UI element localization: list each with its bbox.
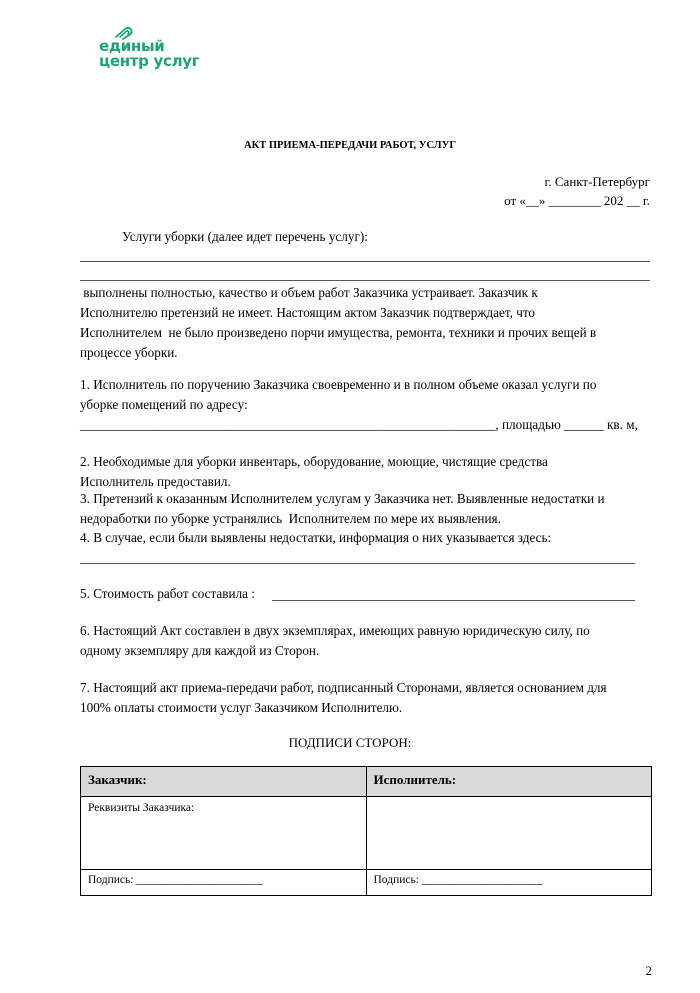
text-line: 3. Претензий к оказанным Исполнителем услугам у Заказчика нет. Выявленные недостатки и <box>80 491 605 506</box>
item-1 <box>80 375 596 415</box>
text-line: 6. Настоящий Акт составлен в двух экземплярах, имеющих равную юридическую силу, по <box>80 623 590 638</box>
text-line: процессе уборки. <box>80 345 178 360</box>
text-line: 1. Исполнитель по поручению Заказчика своевременно и в полном объеме оказал услуги по <box>80 377 597 392</box>
signatures-heading: ПОДПИСИ СТОРОН: <box>288 735 412 750</box>
contractor-header: Исполнитель: <box>366 767 652 797</box>
defects-line <box>80 563 635 564</box>
text-line: выполнены полностью, качество и объем работ Заказчика устраивает. Заказчик к <box>80 285 538 300</box>
text-line: одному экземпляру для каждой из Сторон. <box>80 643 320 658</box>
services-line-1 <box>80 261 650 262</box>
table-row <box>81 767 652 797</box>
contractor-details <box>366 797 652 870</box>
table-row <box>81 870 652 896</box>
text-line: уборке помещений по адресу: <box>80 397 248 412</box>
item-4: 4. В случае, если были выявлены недостатки, информация о них указывается здесь: <box>80 530 552 545</box>
text-line: Исполнитель предоставил. <box>80 474 231 489</box>
logo-line-2: центр услуг <box>99 52 200 70</box>
document-title: АКТ ПРИЕМА-ПЕРЕДАЧИ РАБОТ, УСЛУГ <box>244 140 456 151</box>
item-2 <box>80 452 548 492</box>
contractor-signature: Подпись: _____________________ <box>366 870 652 896</box>
text-line: 7. Настоящий акт приема-передачи работ, подписанный Сторонами, является основанием для <box>80 680 607 695</box>
text-line: Исполнителем не было произведено порчи имущества, ремонта, техники и прочих вещей в <box>80 325 597 340</box>
city-line: г. Санкт-Петербург <box>544 174 650 189</box>
customer-signature: Подпись: ______________________ <box>81 870 367 896</box>
company-logo <box>95 26 205 70</box>
item-6 <box>80 621 590 661</box>
item-3 <box>80 489 605 529</box>
customer-header: Заказчик: <box>81 767 367 797</box>
text-line: недоработки по уборке устранялись Исполнителем по мере их выявления. <box>80 511 501 526</box>
item-7 <box>80 678 607 718</box>
text-line: 2. Необходимые для уборки инвентарь, оборудование, моющие, чистящие средства <box>80 454 548 469</box>
text-line: Исполнителю претензий не имеет. Настоящим актом Заказчик подтверждает, что <box>80 305 536 320</box>
table-row <box>81 797 652 870</box>
item-5: 5. Стоимость работ составила : <box>80 586 259 601</box>
completion-paragraph <box>80 283 596 363</box>
logo-line-1: единый <box>99 37 165 55</box>
page-number: 2 <box>645 963 652 978</box>
text-line: 100% оплаты стоимости услуг Заказчиком Исполнителю. <box>80 700 403 715</box>
services-intro: Услуги уборки (далее идет перечень услуг): <box>122 229 368 244</box>
date-line: от «__» ________ 202 __ г. <box>504 193 650 208</box>
signatures-table <box>80 766 652 896</box>
services-line-2 <box>80 280 650 281</box>
customer-details: Реквизиты Заказчика: <box>81 797 367 870</box>
address-line: _______________________________________________________________, площадью ______ кв. м, <box>80 417 638 432</box>
cost-line <box>272 600 635 601</box>
